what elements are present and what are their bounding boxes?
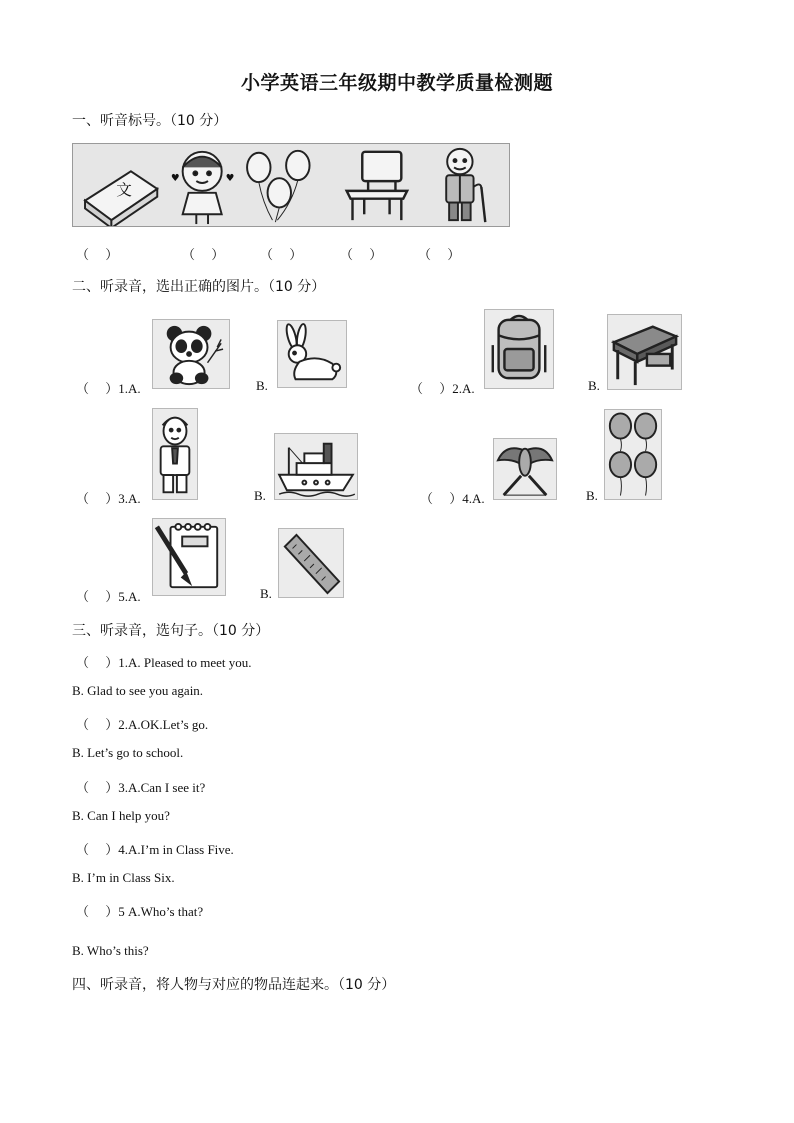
desk-icon — [608, 315, 681, 389]
blank-5[interactable]: （ ） — [418, 247, 461, 262]
s3-q3-option-a[interactable]: （ ）3.A.Can I see it? — [76, 780, 206, 795]
kite-picture — [493, 438, 557, 500]
balloons-icon — [605, 410, 661, 499]
page-title: 小学英语三年级期中教学质量检测题 — [240, 72, 553, 94]
backpack-icon — [485, 310, 553, 388]
q4-option-b[interactable]: B. — [586, 488, 598, 503]
q4-label[interactable]: （ ）4.A. — [420, 491, 485, 506]
svg-text:♥: ♥ — [170, 173, 180, 185]
ship-icon — [275, 434, 357, 499]
kite-icon — [494, 439, 556, 499]
book-icon — [85, 171, 157, 226]
q3-option-b[interactable]: B. — [254, 488, 266, 503]
s3-q4-option-a[interactable]: （ ）4.A.I’m in Class Five. — [76, 842, 234, 857]
ruler-icon — [279, 529, 343, 597]
s3-q2-option-b[interactable]: B. Let’s go to school. — [72, 745, 184, 760]
panda-picture — [152, 319, 230, 389]
ruler-picture — [278, 528, 344, 598]
balloons-picture — [604, 409, 662, 500]
s3-q5-option-b[interactable]: B. Who’s this? — [72, 943, 149, 958]
q3-label[interactable]: （ ）3.A. — [76, 491, 141, 506]
balloons-icon — [247, 151, 309, 222]
picture-strip — [72, 143, 510, 227]
blank-2[interactable]: （ ） — [182, 247, 225, 262]
chair-icon — [347, 152, 408, 220]
svg-text:♥: ♥ — [225, 173, 235, 185]
rabbit-icon — [278, 321, 346, 387]
man-icon — [153, 409, 197, 499]
s3-q1-option-a[interactable]: （ ）1.A. Pleased to meet you. — [76, 655, 252, 670]
q2-option-b[interactable]: B. — [588, 378, 600, 393]
q1-label[interactable]: （ ）1.A. — [76, 381, 141, 396]
ship-picture — [274, 433, 358, 500]
notebook-icon — [153, 519, 225, 595]
girl-icon — [171, 152, 234, 224]
s3-q2-option-a[interactable]: （ ）2.A.OK.Let’s go. — [76, 717, 209, 732]
picture-strip-drawing — [73, 144, 509, 226]
q5-label[interactable]: （ ）5.A. — [76, 589, 141, 604]
section-1-heading: 一、听音标号。（10 分） — [72, 113, 228, 129]
blank-4[interactable]: （ ） — [340, 247, 383, 262]
grandpa-icon — [446, 149, 485, 222]
svg-text:文: 文 — [116, 180, 132, 199]
blank-3[interactable]: （ ） — [260, 247, 303, 262]
notebook-picture — [152, 518, 226, 596]
blank-1[interactable]: （ ） — [76, 247, 119, 262]
q1-option-b[interactable]: B. — [256, 378, 268, 393]
rabbit-picture — [277, 320, 347, 388]
section-4-heading: 四、听录音，将人物与对应的物品连起来。（10 分） — [72, 977, 396, 993]
q5-option-b[interactable]: B. — [260, 586, 272, 601]
man-picture — [152, 408, 198, 500]
section-2-heading: 二、听录音，选出正确的图片。（10 分） — [72, 279, 326, 295]
q2-label[interactable]: （ ）2.A. — [410, 381, 475, 396]
desk-picture — [607, 314, 682, 390]
panda-icon — [153, 320, 229, 388]
s3-q4-option-b[interactable]: B. I’m in Class Six. — [72, 870, 175, 885]
section-3-heading: 三、听录音，选句子。（10 分） — [72, 623, 270, 639]
backpack-picture — [484, 309, 554, 389]
s3-q3-option-b[interactable]: B. Can I help you? — [72, 808, 170, 823]
s3-q5-option-a[interactable]: （ ）5 A.Who’s that? — [76, 904, 204, 919]
s3-q1-option-b[interactable]: B. Glad to see you again. — [72, 683, 204, 698]
